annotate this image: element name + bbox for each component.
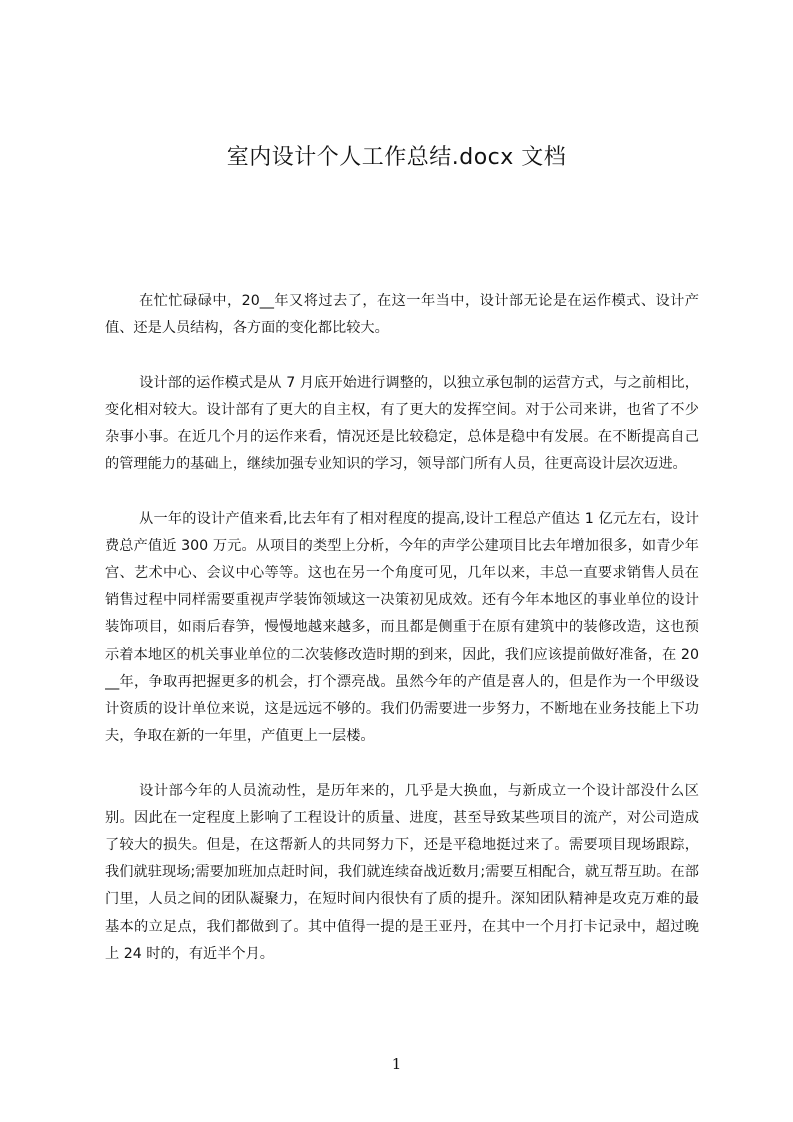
paragraph-staff-turnover: 设计部今年的人员流动性，是历年来的，几乎是大换血，与新成立一个设计部没什么区别。因此在一定程度上影响了工程设计的质量、进度，甚至导致某些项目的流产，对公司造成了较大的损失。但是，在这帮新人的共同努力下，还是平稳地挺过来了。需要项目现场跟踪，我们就驻现场;需要加班加点赶时间，我们就连续奋战近数月;需要互相配合，就互帮互助。在部门里，人员之间的团队凝聚力，在短时间内很快有了质的提升。深知团队精神是攻克万难的最基本的立足点，我们都做到了。其中值得一提的是王亚丹，在其中一个月打卡记录中，超过晚上 24 时的，有近半个月。	[105, 782, 699, 962]
document-body	[105, 288, 699, 968]
document-title: 室内设计个人工作总结.docx 文档	[226, 145, 567, 170]
paragraph-design-output: 从一年的设计产值来看,比去年有了相对程度的提高,设计工程总产值达 1 亿元左右，设计费总产值近 300 万元。从项目的类型上分析，今年的声学公建项目比去年增加很多，如青少年宫、艺术中心、会议中心等等。这也在另一个角度可见，几年以来，丰总一直要求销售人员在销售过程中同样需要重视声学装饰领域这一决策初见成效。还有今年本地区的事业单位的设计装饰项目，如雨后春笋，慢慢地越来越多，而且都是侧重于在原有建筑中的装修改造，这也预示着本地区的机关事业单位的二次装修改造时期的到来，因此，我们应该提前做好准备，在 20__年，争取再把握更多的机会，打个漂亮战。虽然今年的产值是喜人的，但是作为一个甲级设计资质的设计单位来说，这是远远不够的。我们仍需要进一步努力，不断地在业务技能上下功夫，争取在新的一年里，产值更上一层楼。	[105, 510, 699, 745]
paragraph-operation-mode: 设计部的运作模式是从 7 月底开始进行调整的，以独立承包制的运营方式，与之前相比，变化相对较大。设计部有了更大的自主权，有了更大的发挥空间。对于公司来讲，也省了不少杂事小事。在近几个月的运作来看，情况还是比较稳定，总体是稳中有发展。在不断提高自己的管理能力的基础上，继续加强专业知识的学习，领导部门所有人员，往更高设计层次迈进。	[105, 374, 699, 473]
paragraph-intro: 在忙忙碌碌中，20__年又将过去了，在这一年当中，设计部无论是在运作模式、设计产值、还是人员结构，各方面的变化都比较大。	[105, 293, 699, 337]
page-number: 1	[391, 1055, 402, 1073]
